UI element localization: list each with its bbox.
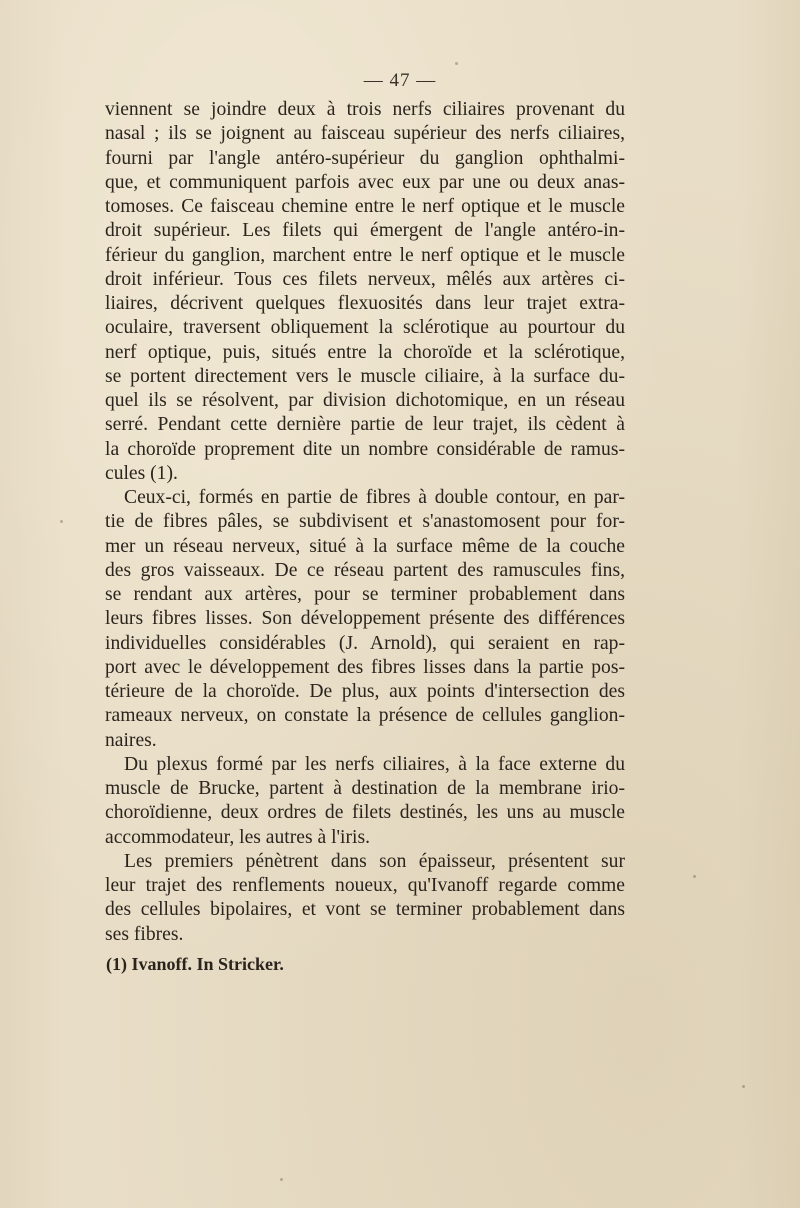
text-line: férieur du ganglion, marchent entre le nerf optique et le muscle xyxy=(105,244,625,266)
text-line: nasal ; ils se joignent au faisceau supérieur des nerfs ciliaires, xyxy=(105,123,625,145)
paper-speck xyxy=(60,520,63,523)
text-line: des gros vaisseaux. De ce réseau partent des ramuscules fins, xyxy=(105,559,625,581)
text-line: individuelles considérables (J. Arnold), qui seraient en rap- xyxy=(105,632,625,654)
text-line: naires. xyxy=(105,729,157,751)
text-line: nerf optique, puis, situés entre la choroïde et la sclérotique, xyxy=(105,341,625,363)
text-line: droit inférieur. Tous ces filets nerveux, mêlés aux artères ci- xyxy=(105,268,625,290)
footnote: (1) Ivanoff. In Stricker. xyxy=(106,954,284,974)
text-line: Ceux-ci, formés en partie de fibres à double contour, en par- xyxy=(124,487,625,508)
text-line: accommodateur, les autres à l'iris. xyxy=(105,826,370,848)
text-line: choroïdienne, deux ordres de filets destinés, les uns au muscle xyxy=(105,802,625,824)
text-line: que, et communiquent parfois avec eux par une ou deux anas- xyxy=(105,171,625,193)
text-line: Du plexus formé par les nerfs ciliaires, à la face externe du xyxy=(124,753,625,775)
text-line: droit supérieur. Les filets qui émergent de l'angle antéro-in- xyxy=(105,220,625,242)
text-line: tomoses. Ce faisceau chemine entre le nerf optique et le muscle xyxy=(105,196,625,217)
page-number: — 47 — xyxy=(363,70,437,91)
paper-speck xyxy=(693,875,696,878)
body-text xyxy=(105,98,625,947)
text-line: des cellules bipolaires, et vont se terminer probablement dans xyxy=(105,899,625,921)
paper-speck xyxy=(455,62,458,65)
text-line: Les premiers pénètrent dans son épaisseur, présentent sur xyxy=(124,850,625,872)
text-line: viennent se joindre deux à trois nerfs ciliaires provenant du xyxy=(105,99,625,120)
text-line: se portent directement vers le muscle ciliaire, à la surface du- xyxy=(105,365,625,387)
text-line: tie de fibres pâles, se subdivisent et s'anastomosent pour for- xyxy=(105,511,625,533)
text-line: cules (1). xyxy=(105,462,178,484)
text-line: ses fibres. xyxy=(105,923,184,945)
text-line: quel ils se résolvent, par division dichotomique, en un réseau xyxy=(105,390,625,411)
text-line: oculaire, traversent obliquement la sclérotique au pourtour du xyxy=(105,317,625,339)
text-line: mer un réseau nerveux, situé à la surface même de la couche xyxy=(105,535,625,557)
text-line: la choroïde proprement dite un nombre considérable de ramus- xyxy=(105,438,625,460)
text-line: port avec le développement des fibres lisses dans la partie pos- xyxy=(105,656,625,678)
paper-speck xyxy=(742,1085,745,1088)
text-line: leurs fibres lisses. Son développement présente des différences xyxy=(105,608,625,630)
text-line: térieure de la choroïde. De plus, aux points d'intersection des xyxy=(105,681,625,702)
text-line: serré. Pendant cette dernière partie de leur trajet, ils cèdent à xyxy=(105,414,625,436)
text-line: liaires, décrivent quelques flexuosités dans leur trajet extra- xyxy=(105,293,625,314)
text-line: fourni par l'angle antéro-supérieur du ganglion ophthalmi- xyxy=(105,147,625,169)
text-line: se rendant aux artères, pour se terminer probablement dans xyxy=(105,584,625,605)
text-line: leur trajet des renflements noueux, qu'Ivanoff regarde comme xyxy=(105,875,625,896)
text-line: muscle de Brucke, partent à destination de la membrane irio- xyxy=(105,778,625,799)
paper-speck xyxy=(280,1178,283,1181)
text-line: rameaux nerveux, on constate la présence de cellules ganglion- xyxy=(105,705,625,727)
